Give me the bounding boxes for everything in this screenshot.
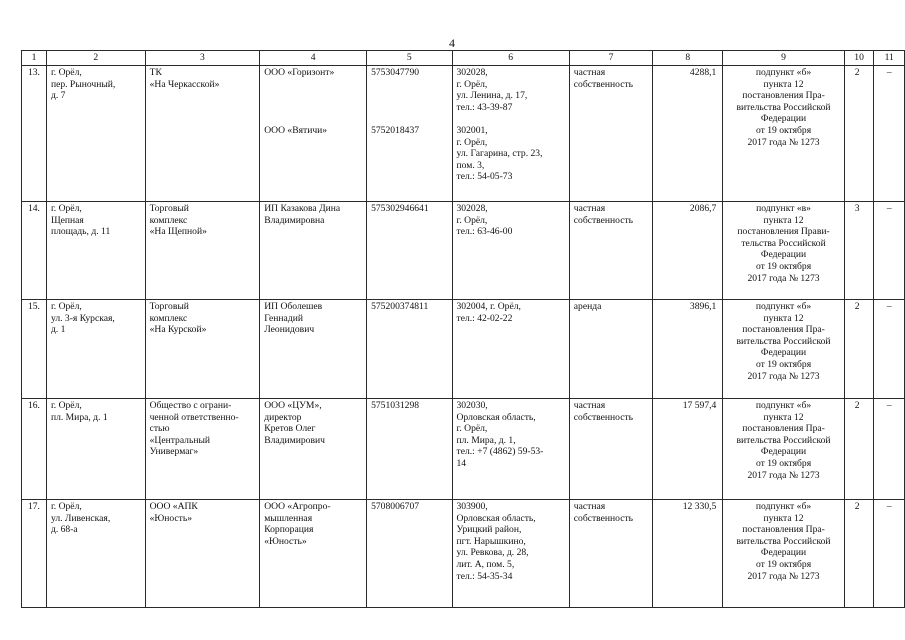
basis-line: постановления Пра- [742, 524, 825, 536]
address-line: ул. Ливенская, [50, 512, 111, 524]
owner-line: «Юность» [264, 535, 307, 547]
ownership-line: частная [573, 67, 606, 78]
basis-line: Федерации [760, 446, 807, 458]
address-cell [46, 399, 145, 500]
owner-cell [260, 202, 367, 300]
col11-cell [874, 300, 905, 399]
table-row [22, 500, 905, 608]
owner-line: ООО «ЦУМ», [264, 400, 322, 411]
contact-line: ул. Ленина, д. 17, [456, 90, 528, 102]
inn-value: 5753047790 [371, 67, 420, 78]
col10-value: 2 [854, 501, 860, 512]
ownership-cell [569, 399, 653, 500]
basis-line: Федерации [760, 347, 807, 359]
basis-line: 2017 года № 1273 [747, 370, 820, 382]
inn-value: 5708006707 [371, 501, 420, 512]
row-number: 14. [27, 203, 40, 214]
basis-line: вительства Российской [736, 335, 831, 347]
col10-value: 3 [854, 203, 860, 214]
ownership-cell [569, 66, 653, 202]
column-number: 1 [22, 51, 47, 66]
basis-line: Федерации [760, 547, 807, 559]
object-line: «Центральный [149, 434, 211, 446]
object-line: Торговый [149, 203, 189, 214]
col10-value: 2 [854, 301, 860, 312]
basis-line: от 19 октября [755, 358, 812, 370]
inn-value: 575200374811 [371, 301, 429, 312]
basis-line: подпункт «в» [756, 203, 811, 214]
ownership-cell [569, 202, 653, 300]
basis-line: постановления Пра- [742, 90, 825, 102]
col10-cell [844, 66, 874, 202]
owner-line: Владимировна [264, 214, 325, 226]
contact-line: ул. Ревкова, д. 28, [456, 547, 529, 559]
entry-separator [264, 79, 362, 125]
col10-value: 2 [854, 400, 860, 411]
basis-line: постановления Прави- [737, 226, 830, 238]
col11-value: – [886, 301, 892, 312]
col11-cell [874, 66, 905, 202]
basis-line: пункта 12 [763, 78, 804, 90]
contact-line: пл. Мира, д. 1, [456, 434, 516, 446]
contact-line: Орловская область, [456, 512, 536, 524]
basis-line: от 19 октября [755, 124, 812, 136]
ownership-line: собственность [573, 214, 634, 226]
row-number-cell [22, 300, 47, 399]
basis-line: пункта 12 [763, 214, 804, 226]
contact-line: 302028, [456, 67, 488, 78]
address-cell [46, 202, 145, 300]
contact-cell [452, 500, 569, 608]
address-line: д. 1 [50, 324, 66, 336]
object-line: комплекс [149, 312, 188, 324]
address-line: площадь, д. 11 [50, 226, 111, 238]
basis-line: от 19 октября [755, 260, 812, 272]
contact-line: 302004, г. Орёл, [456, 301, 521, 312]
contact-line: г. Орёл, [456, 423, 488, 435]
col10-cell [844, 300, 874, 399]
address-line: г. Орёл, [50, 67, 82, 78]
object-cell [145, 300, 260, 399]
address-line: г. Орёл, [50, 203, 82, 214]
object-line: Торговый [149, 301, 189, 312]
basis-cell [723, 500, 844, 608]
contact-cell [452, 202, 569, 300]
owner-cell [260, 66, 367, 202]
area-value: 3896,1 [689, 301, 717, 312]
address-cell [46, 66, 145, 202]
object-line: Универмаг» [149, 446, 199, 458]
object-line: стью [149, 423, 170, 435]
basis-line: подпункт «б» [755, 501, 812, 512]
basis-line: постановления Пра- [742, 324, 825, 336]
col11-value: – [886, 203, 892, 214]
object-cell [145, 500, 260, 608]
contact-line: лит. А, пом. 5, [456, 558, 515, 570]
address-line: пл. Мира, д. 1 [50, 411, 108, 423]
contact-line: г. Орёл, [456, 136, 488, 148]
column-number: 8 [653, 51, 723, 66]
row-number: 15. [27, 301, 40, 312]
object-line: «На Щепной» [149, 226, 207, 238]
contact-line: 303900, [456, 501, 488, 512]
basis-cell [723, 202, 844, 300]
basis-line: Федерации [760, 113, 807, 125]
contact-line: ул. Гагарина, стр. 23, [456, 148, 543, 160]
basis-line: Федерации [760, 249, 807, 261]
col11-cell [874, 399, 905, 500]
owner-line: Кретов Олег [264, 423, 316, 435]
basis-line: от 19 октября [755, 457, 812, 469]
basis-line: 2017 года № 1273 [747, 272, 820, 284]
basis-cell [723, 300, 844, 399]
area-cell [653, 66, 723, 202]
row-number: 16. [27, 400, 40, 411]
owner-line: мышленная [264, 512, 313, 524]
owner-cell [260, 399, 367, 500]
row-number: 17. [27, 501, 40, 512]
address-line: ул. 3-я Курская, [50, 312, 115, 324]
basis-line: 2017 года № 1273 [747, 136, 820, 148]
column-number: 10 [844, 51, 874, 66]
owner-line: ООО «Агропро- [264, 501, 331, 512]
contact-line: тел.: 54-05-73 [456, 171, 513, 183]
table-row [22, 399, 905, 500]
owner-line: директор [264, 411, 302, 423]
area-value: 4288,1 [689, 67, 717, 78]
object-line: Общество с ограни- [149, 400, 232, 411]
contact-line: тел.: 42-02-22 [456, 312, 513, 324]
address-cell [46, 300, 145, 399]
basis-line: тельства Российской [741, 237, 826, 249]
ownership-line: аренда [573, 301, 602, 312]
row-number-cell [22, 66, 47, 202]
contact-line: 302028, [456, 203, 488, 214]
column-number: 7 [569, 51, 653, 66]
address-line: Щепная [50, 214, 84, 226]
inn-cell [367, 202, 452, 300]
col10-cell [844, 500, 874, 608]
ownership-line: частная [573, 203, 606, 214]
ownership-line: частная [573, 501, 606, 512]
column-number: 4 [260, 51, 367, 66]
basis-line: пункта 12 [763, 512, 804, 524]
address-cell [46, 500, 145, 608]
col11-cell [874, 202, 905, 300]
contact-line: Урицкий район, [456, 524, 522, 536]
basis-line: подпункт «б» [755, 301, 812, 312]
inn-cell [367, 399, 452, 500]
column-number: 3 [145, 51, 260, 66]
owner-cell [260, 500, 367, 608]
contact-line: пом. 3, [456, 159, 485, 171]
ownership-line: собственность [573, 78, 634, 90]
contact-cell [452, 399, 569, 500]
contact-line: тел.: 43-39-87 [456, 101, 513, 113]
column-number: 5 [367, 51, 452, 66]
object-cell [145, 202, 260, 300]
address-line: г. Орёл, [50, 301, 82, 312]
col11-value: – [886, 501, 892, 512]
inn-cell [367, 500, 452, 608]
owner-line: Леонидович [264, 324, 315, 336]
contact-line: Орловская область, [456, 411, 536, 423]
address-line: г. Орёл, [50, 501, 82, 512]
column-number: 2 [46, 51, 145, 66]
basis-line: вительства Российской [736, 535, 831, 547]
area-value: 17 597,4 [682, 400, 717, 411]
object-cell [145, 66, 260, 202]
ownership-line: собственность [573, 512, 634, 524]
basis-line: вительства Российской [736, 434, 831, 446]
ownership-line: собственность [573, 411, 634, 423]
contact-line: г. Орёл, [456, 78, 488, 90]
column-number-row [22, 51, 905, 66]
inn-cell [367, 66, 452, 202]
address-line: д. 7 [50, 90, 66, 102]
basis-line: подпункт «б» [755, 67, 812, 78]
entry-separator [457, 113, 565, 125]
basis-line: пункта 12 [763, 411, 804, 423]
owner-cell [260, 300, 367, 399]
owner-line: ООО «Вятичи» [264, 124, 328, 136]
ownership-line: частная [573, 400, 606, 411]
ownership-cell [569, 500, 653, 608]
area-cell [653, 202, 723, 300]
basis-line: 2017 года № 1273 [747, 469, 820, 481]
col11-value: – [886, 400, 892, 411]
object-line: ченной ответственно- [149, 411, 239, 423]
area-cell [653, 399, 723, 500]
basis-line: постановления Пра- [742, 423, 825, 435]
address-line: д. 68-а [50, 524, 78, 536]
inn-cell [367, 300, 452, 399]
registry-table [21, 50, 905, 608]
contact-line: 302030, [456, 400, 488, 411]
contact-line: 14 [456, 457, 467, 469]
owner-line: ООО «Горизонт» [264, 67, 335, 78]
col11-value: – [886, 67, 892, 78]
row-number-cell [22, 202, 47, 300]
basis-cell [723, 66, 844, 202]
col10-value: 2 [854, 67, 860, 78]
row-number-cell [22, 500, 47, 608]
area-cell [653, 300, 723, 399]
object-line: «Юность» [149, 512, 193, 524]
ownership-cell [569, 300, 653, 399]
object-line: ТК [149, 67, 162, 78]
owner-line: ИП Казакова Дина [264, 203, 341, 214]
object-line: «На Курской» [149, 324, 207, 336]
row-number: 13. [27, 67, 40, 78]
basis-line: вительства Российской [736, 101, 831, 113]
basis-line: подпункт «б» [755, 400, 812, 411]
object-line: комплекс [149, 214, 188, 226]
basis-cell [723, 399, 844, 500]
col11-cell [874, 500, 905, 608]
table-row [22, 300, 905, 399]
contact-line: 302001, [456, 124, 488, 136]
basis-line: от 19 октября [755, 558, 812, 570]
area-value: 2086,7 [689, 203, 717, 214]
column-number: 9 [723, 51, 844, 66]
object-line: ООО «АПК [149, 501, 198, 512]
address-line: пер. Рыночный, [50, 78, 116, 90]
column-number: 6 [452, 51, 569, 66]
table-row [22, 66, 905, 202]
contact-line: пгт. Нарышкино, [456, 535, 526, 547]
table-row [22, 202, 905, 300]
page-number: 4 [449, 36, 455, 50]
owner-line: Геннадий [264, 312, 303, 324]
contact-line: тел.: +7 (4862) 59-53- [456, 446, 544, 458]
object-cell [145, 399, 260, 500]
col10-cell [844, 399, 874, 500]
contact-cell [452, 300, 569, 399]
inn-value: 5751031298 [371, 400, 420, 411]
col10-cell [844, 202, 874, 300]
owner-line: Корпорация [264, 524, 314, 536]
owner-line: ИП Оболешев [264, 301, 323, 312]
inn-value: 5752018437 [371, 124, 420, 136]
address-line: г. Орёл, [50, 400, 82, 411]
owner-line: Владимирович [264, 434, 325, 446]
entry-separator [371, 79, 447, 125]
contact-line: г. Орёл, [456, 214, 488, 226]
contact-cell [452, 66, 569, 202]
basis-line: пункта 12 [763, 312, 804, 324]
inn-value: 575302946641 [371, 203, 429, 214]
row-number-cell [22, 399, 47, 500]
basis-line: 2017 года № 1273 [747, 570, 820, 582]
area-cell [653, 500, 723, 608]
contact-line: тел.: 54-35-34 [456, 570, 513, 582]
contact-line: тел.: 63-46-00 [456, 226, 513, 238]
object-line: «На Черкасской» [149, 78, 220, 90]
area-value: 12 330,5 [682, 501, 717, 512]
column-number: 11 [874, 51, 905, 66]
